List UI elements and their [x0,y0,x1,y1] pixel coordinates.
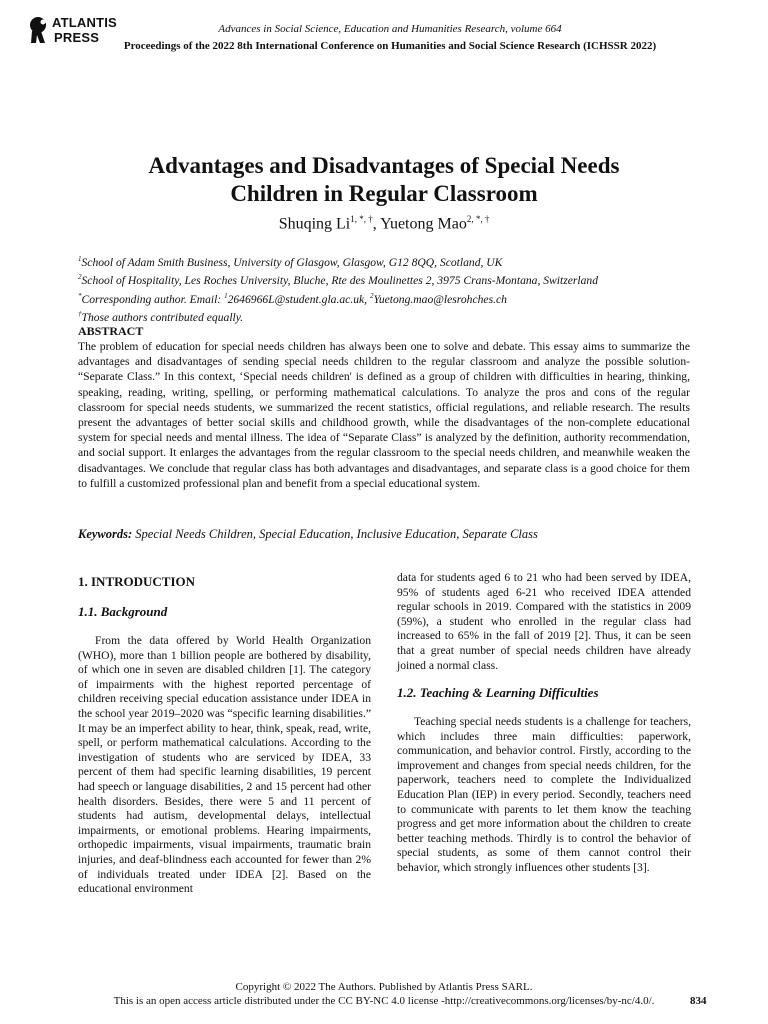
corresponding-mark: * [78,291,82,300]
equal-contribution-note [78,307,698,325]
affiliation-1 [78,252,698,270]
logo-text-atlantis: ATLANTIS [52,15,117,30]
affiliations [78,252,698,326]
corresponding-label: Corresponding author. Email: [81,292,225,306]
title-line-2: Children in Regular Classroom [230,181,538,206]
logo-text-press: PRESS [54,30,100,45]
atlas-figure-icon [28,16,50,44]
keywords-list: Special Needs Children, Special Education, Inclusive Education, Separate Class [132,527,538,541]
section-1-1-paragraph: From the data offered by World Health Organization (WHO), more than 1 billion people are bothered by disability, of which one in seven are disabled children [1]. The category of impairments with the highest reported percentage of children receiving special education assistance under IDEA in the school year 2019–2020 was “specific learning disabilities.” It may be an imperfect ability to hear, think, speak, read, write, spell, or perform mathematical calculations. According to the investigation of students who are serviced by IDEA, 33 percent of them had specific learning disabilities, 19 percent had speech or language disabilities, 2 and 15 percent had other health disorders. Besides, there were 5 and 11 percent of students had autism, developmental delays, intellectual impairments, or emotional problems. Hearing impairments, orthopedic impairments, visual impairments, traumatic brain injuries, and deaf-blindness each accounted for fewer than 2% of individuals treated under IDEA [2]. Based on the educational environment [78,634,371,896]
license-notice: This is an open access article distributed under the CC BY-NC 4.0 license -http://creativecommons.org/licenses/by-nc/4.0/. [113,995,655,1007]
author-1-marks: 1, *, † [350,214,373,224]
section-1-1-heading: 1.1. Background [78,604,168,619]
keywords-label: Keywords: [78,527,133,541]
abstract-heading: ABSTRACT [78,324,144,338]
affiliation-2 [78,270,698,288]
email-2-mark: 2 [369,291,374,300]
journal-title: Advances in Social Science, Education and Humanities Research, volume 664 [218,23,562,35]
section-1-2-paragraph: Teaching special needs students is a challenge for teachers, which includes three main difficulties: paperwork, communication, and behavior control. Firstly, according to the improvement and changes from special needs children, for the paperwork, teachers need to complete the Individualized Education Plan (IEP) in every period. Secondly, teachers need to communicate with parents to let them know the teaching progress and get more information about the children to create better teaching methods. Thirdly is to control the behavior of special students, as some of them cannot control their behavior, which strongly influences other students [3]. [397,715,691,874]
copyright-notice: Copyright © 2022 The Authors. Published by Atlantis Press SARL. [235,981,533,993]
corresponding-author [78,289,698,307]
author-2: Yuetong Mao [380,215,467,233]
section-1-heading: 1. INTRODUCTION [78,574,196,589]
column-2-continuation: data for students aged 6 to 21 who had been served by IDEA, 95% of students aged 6-21 who received IDEA attended regular schools in 2019. Compared with the statistics in 2009 (59%), a student who enrolled in the regular class had increased to 65% in the fall of 2019 [2]. Thus, it can be seen that a great number of special needs children have already joined a normal class. [397,571,691,672]
page-number: 834 [690,995,707,1007]
email-1-mark: 1 [224,291,228,300]
affiliation-1-text: School of Adam Smith Business, University of Glasgow, Glasgow, G12 8QQ, Scotland, UK [81,255,503,269]
paper-title [60,152,708,208]
affiliation-1-mark: 1 [78,255,82,263]
title-line-1: Advantages and Disadvantages of Special Needs [148,153,620,178]
author-separator: , [372,215,381,233]
proceedings-title: Proceedings of the 2022 8th International Conference on Humanities and Social Science Research (ICHSSR 2022) [123,40,657,52]
affiliation-2-text: School of Hospitality, Les Roches University, Bluche, Rte des Moulinettes 2, 3975 Crans-Montana, Switzerland [81,274,599,288]
author-1: Shuqing Li [278,215,351,233]
section-1-2-heading: 1.2. Teaching & Learning Difficulties [397,685,599,700]
email-1: 2646966L@student.gla.ac.uk, [227,292,370,306]
affiliation-2-mark: 2 [78,273,82,282]
keywords [78,527,690,542]
author-2-marks: 2, *, † [466,214,490,224]
equal-contribution-text: Those authors contributed equally. [81,311,244,325]
abstract-body: The problem of education for special needs children has always been one to solve and debate. This essay aims to summarize the advantages and disadvantages of sending special needs children to the regular classroom and analyze the possible solution- “Separate Class.” In this context, ‘Special needs children' is defined as a group of children with difficulties in hearing, thinking, speaking, reading, writing, spelling, or performing mathematical calculations. To analyze the pros and cons of the regular classroom for special needs students, we summarized the recent statistics, official regulations, and reliable research. The results present the advantages of better social skills and childhood growth, while the disadvantages of the non-complete educational system for special needs and mental illness. The idea of “Separate Class” is analyzed by the definition, authority recommendation, and social support. It enlarges the advantages from the regular classroom to the special needs children, and meanwhile weaken the disadvantages. We conclude that regular class has both advantages and disadvantages, and separate class is a good choice for them to fulfill a customized professional plan and benefit from a special educational system. [78,340,690,490]
author-list [60,214,708,233]
equal-contribution-mark: † [78,310,82,319]
email-2: Yuetong.mao@lesrohches.ch [373,292,507,306]
